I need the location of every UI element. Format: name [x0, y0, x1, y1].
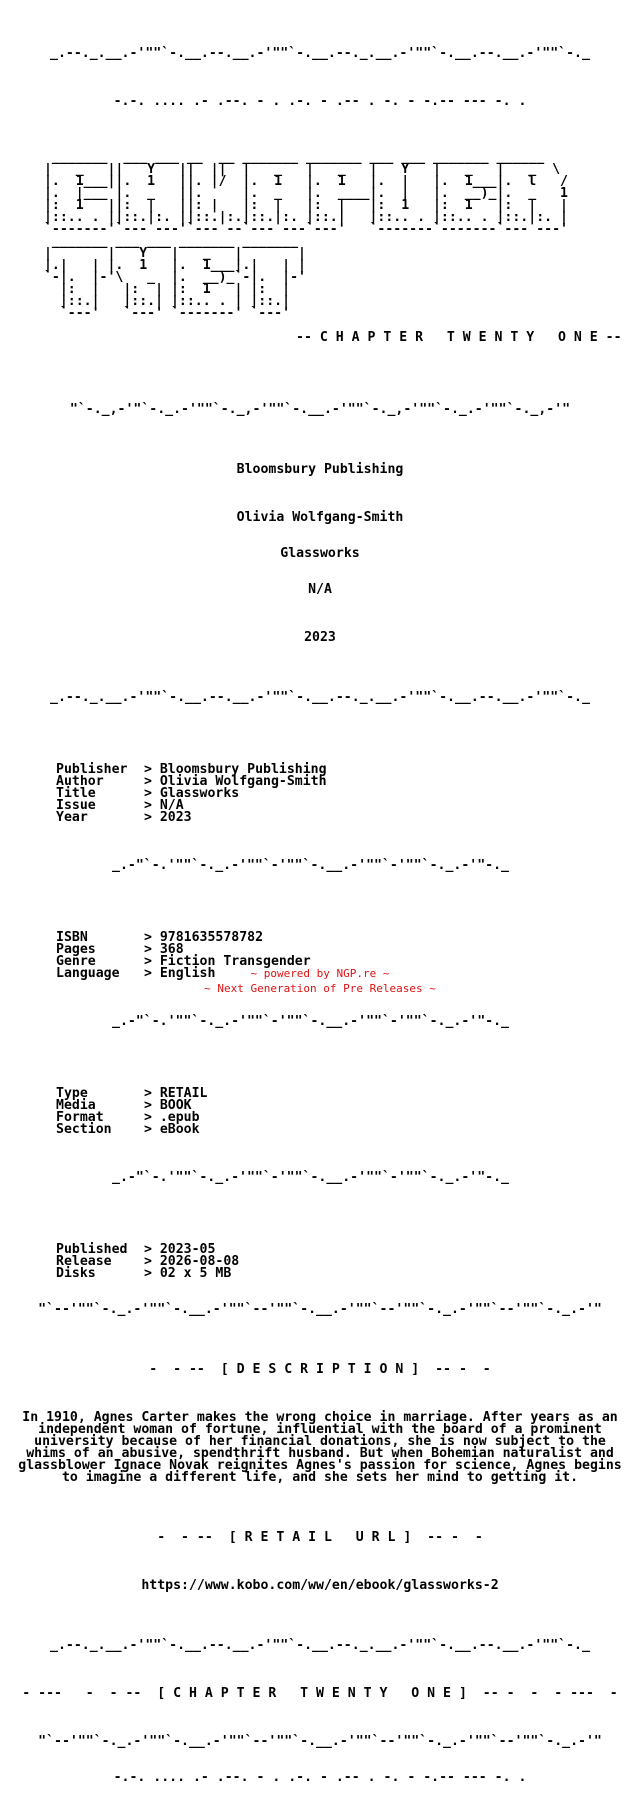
info-value: 2023-05 — [159, 1242, 216, 1257]
info-label: Title — [56, 786, 96, 801]
info-value: 2023 — [159, 810, 192, 825]
info-label: Format — [56, 1110, 104, 1125]
arrow-icon: > — [136, 774, 160, 789]
info-label: Author — [56, 774, 104, 789]
arrow-icon: > — [136, 1266, 160, 1281]
footer-powered-by: ~ powered by NGP.re ~ — [250, 967, 390, 980]
footer-tagline: ~ Next Generation of Pre Releases ~ — [204, 982, 436, 995]
info-row-year — [56, 812, 640, 824]
arrow-icon: > — [136, 1098, 160, 1113]
wave-bottom: "`-._,-'"`-._.-'""`-._,-'""`-.__.-'""`-._,-'""`-._.-'""`-._,-'" — [69, 402, 571, 417]
info-label: Section — [56, 1122, 112, 1137]
chapter-footer: - --- - - -- [ C H A P T E R T W E N T Y O N E ] -- - - - --- - — [22, 1686, 618, 1701]
info-label: Issue — [56, 798, 96, 813]
info-value: eBook — [159, 1122, 200, 1137]
head-title: Glassworks — [280, 546, 360, 561]
release-block — [0, 1244, 640, 1280]
info-value: Olivia Wolfgang-Smith — [159, 774, 327, 789]
arrow-icon: > — [136, 942, 160, 957]
info-label: Genre — [56, 954, 96, 969]
info-value: 368 — [159, 942, 184, 957]
ascii-art-line: _______ ___ ___ _______ _______ — [36, 234, 299, 249]
info-label: Release — [56, 1254, 112, 1269]
separator-small-1: _.-"`-.'""`-._.-'""`-'""`-.__.-'""`-'""`-._.-'"-._ — [112, 858, 509, 873]
separator-quote-wave: "`--'""`-._.-'""`-.__.-'""`--'""`-.__.-'""`--'""`-._.-'""`--'""`-._.-'" — [38, 1302, 602, 1317]
ascii-art-line: | _ || Y || || | _ | _ | Y | _ | _ \ — [36, 162, 561, 177]
info-label: Media — [56, 1098, 96, 1113]
info-row-section — [56, 1124, 640, 1136]
separator-small-3: _.-"`-.'""`-._.-'""`-'""`-.__.-'""`-'""`-._.-'"-._ — [112, 1170, 509, 1185]
ascii-art-line: | | Y | _ | | — [36, 246, 306, 261]
info-label: Publisher — [56, 762, 128, 777]
retail-url-link[interactable]: https://www.kobo.com/ww/en/ebook/glassworks-2 — [141, 1578, 499, 1593]
info-value: BOOK — [159, 1098, 192, 1113]
head-author: Olivia Wolfgang-Smith — [236, 510, 404, 525]
ascii-art-line: |. 1___||. 1 ||. |/ |. 1 |. 1 |. | |. 1___|. l / — [36, 174, 568, 189]
ascii-art-line: |: 1 ||: | ||: | |: | |: | |: 1 |: 1 |: | | — [36, 198, 568, 213]
ascii-art-line: |.| | |. 1 |. 1___|.| | | — [36, 258, 306, 273]
info-label: ISBN — [56, 930, 88, 945]
info-block — [0, 764, 640, 824]
info-value: 02 x 5 MB — [159, 1266, 232, 1281]
chapter-tagline: -- C H A P T E R T W E N T Y O N E -- — [296, 330, 622, 345]
ascii-art-logo — [36, 152, 640, 320]
info-value: Bloomsbury Publishing — [159, 762, 327, 777]
morse-bottom: -.-. .... .- .--. - . .-. - .-- . -. - -.-- --- -. . — [113, 1770, 527, 1785]
info-value: 9781635578782 — [159, 930, 264, 945]
info-label: Disks — [56, 1266, 96, 1281]
info-value: Fiction Transgender — [159, 954, 311, 969]
info-value: Glassworks — [159, 786, 240, 801]
head-issue: N/A — [308, 582, 332, 597]
info-value: English — [159, 966, 216, 981]
format-block — [0, 1088, 640, 1136]
description-header: - - -- [ D E S C R I P T I O N ] -- - - — [149, 1362, 491, 1377]
arrow-icon: > — [136, 966, 160, 981]
arrow-icon: > — [136, 930, 160, 945]
ascii-art-line: |: | |: | |: 1 | |: | — [36, 282, 291, 297]
ascii-art-line: `---' `---' `-------' `---' — [36, 306, 291, 321]
description-text: In 1910, Agnes Carter makes the wrong choice in marriage. After years as an independent woman of fortune, influential with the board of a prominent university because of her financial donations, she is now subject to the whims of an abusive, spendthrift husband. But when Bohemian naturalist and glassblower Ignace Novak reignites Agnes's passion for science, Agnes begins to imagine a different life, and she sets her mind to getting it. — [18, 1410, 622, 1485]
info-label: Language — [56, 966, 120, 981]
arrow-icon: > — [136, 1254, 160, 1269]
ascii-art-line: _______ ___ ___ __ __ _______ _______ ___ ___ _______ ______ — [36, 150, 545, 165]
separator-wave-2: _.--._.__.-'""`-.__.--.__.-'""`-.__.--._.__.-'""`-.__.--.__.-'""`-._ — [50, 1638, 590, 1653]
arrow-icon: > — [136, 954, 160, 969]
arrow-icon: > — [136, 810, 160, 825]
info-label: Type — [56, 1086, 88, 1101]
arrow-icon: > — [136, 1110, 160, 1125]
arrow-icon: > — [136, 1242, 160, 1257]
footer — [0, 966, 640, 996]
wave-top: _.--._.__.-'""`-.__.--.__.-'""`-.__.--._.__.-'""`-.__.--.__.-'""`-._ — [50, 46, 590, 61]
arrow-icon: > — [136, 1086, 160, 1101]
info-value: RETAIL — [159, 1086, 208, 1101]
head-publisher: Bloomsbury Publishing — [236, 462, 404, 477]
separator-wave: _.--._.__.-'""`-.__.--.__.-'""`-.__.--._.__.-'""`-.__.--.__.-'""`-._ — [50, 690, 590, 705]
retail-url-header: - - -- [ R E T A I L U R L ] -- - - — [157, 1530, 483, 1545]
info-value: 2026-08-08 — [159, 1254, 240, 1269]
info-row-disks — [56, 1268, 640, 1280]
ascii-art-line: `-------'`--- ---'`--- --`--- ---`---' `-------`-------`--- ---' — [36, 222, 568, 237]
ascii-art-line: |::.. . ||::.|:. ||::.|:.|::.|:. |::.| |::.. . |::.. . |::.|:. | — [36, 210, 568, 225]
morse-top: -.-. .... .- .--. - . .-. - .-- . -. - -.-- --- -. . — [113, 94, 527, 109]
info-label: Pages — [56, 942, 96, 957]
info-label: Year — [56, 810, 88, 825]
ascii-art-line: |::.| |::.| |::.. . | |::.| — [36, 294, 291, 309]
info-label: Published — [56, 1242, 128, 1257]
ascii-art-line: `-|. |-'\ _ |. __)_`-|. |-' — [36, 270, 306, 285]
arrow-icon: > — [136, 786, 160, 801]
separator-small-2: _.-"`-.'""`-._.-'""`-'""`-.__.-'""`-'""`-._.-'"-._ — [112, 1014, 509, 1029]
separator-quote-wave-2: "`--'""`-._.-'""`-.__.-'""`--'""`-.__.-'""`--'""`-._.-'""`--'""`-._.-'" — [38, 1734, 602, 1749]
arrow-icon: > — [136, 798, 160, 813]
info-value: N/A — [159, 798, 184, 813]
arrow-icon: > — [136, 1122, 160, 1137]
ascii-art-line: |. |___ |. _ ||. |. _ |. ____|. | |. __)_|. _ 1 — [36, 186, 568, 201]
arrow-icon: > — [136, 762, 160, 777]
info-value: .epub — [159, 1110, 200, 1125]
head-year: 2023 — [304, 630, 336, 645]
